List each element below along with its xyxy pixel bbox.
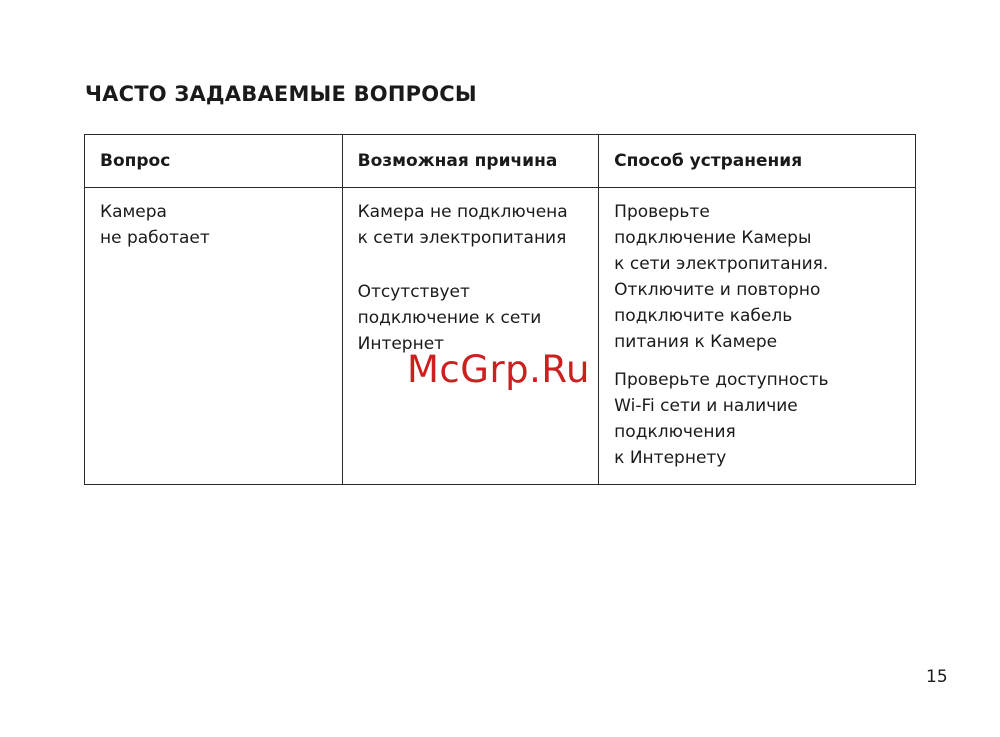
page-number: 15	[926, 667, 948, 687]
table-row	[85, 188, 916, 485]
table-header-row	[85, 135, 916, 188]
solution-line: подключите кабель	[614, 306, 793, 326]
header-question: Вопрос	[85, 135, 343, 188]
solution-line: Проверьте	[614, 202, 710, 222]
watermark: McGrp.Ru	[407, 348, 590, 391]
solution-line: Отключите и повторно	[614, 280, 821, 300]
solution-cell	[599, 188, 916, 485]
question-line: не работает	[100, 228, 210, 248]
solution-line: к Интернету	[614, 448, 727, 468]
solution-line: подключение Камеры	[614, 228, 812, 248]
cause-line: Интернет	[357, 334, 445, 354]
question-cell	[85, 188, 343, 485]
question-line: Камера	[100, 202, 167, 222]
page-title: ЧАСТО ЗАДАВАЕМЫЕ ВОПРОСЫ	[85, 82, 477, 106]
solution-line: питания к Камере	[614, 332, 778, 352]
cause-line: подключение к сети	[357, 308, 542, 328]
header-cause: Возможная причина	[342, 135, 599, 188]
solution-line: к сети электропитания.	[614, 254, 829, 274]
solution-line: Проверьте доступность	[614, 370, 829, 390]
solution-line: подключения	[614, 422, 736, 442]
header-solution: Способ устранения	[599, 135, 916, 188]
cause-line: к сети электропитания	[357, 228, 567, 248]
cause-cell	[342, 188, 599, 485]
cause-line: Отсутствует	[357, 282, 470, 302]
faq-table	[84, 134, 916, 485]
solution-line: Wi-Fi сети и наличие	[614, 396, 798, 416]
cause-line: Камера не подключена	[357, 202, 568, 222]
